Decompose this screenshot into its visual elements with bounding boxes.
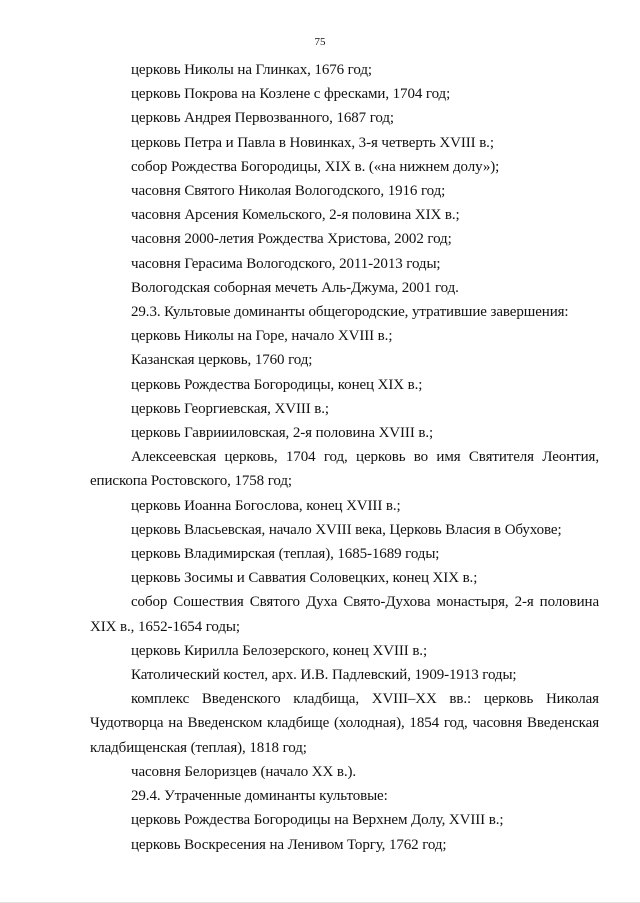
list-item: часовня Белоризцев (начало XX в.). [131,763,357,780]
list-item: Алексеевская церковь, 1704 год, церковь во имя Святителя Леонтия, епископа Ростовского, 1758 год; [90,449,599,490]
list-item: церковь Владимирская (теплая), 1685-1689 годы; [131,546,440,563]
section-heading-29-4: 29.4. Утраченные доминанты культовые: [131,788,388,805]
list-item: Вологодская соборная мечеть Аль-Джума, 2001 год. [131,279,459,296]
list-item: церковь Покрова на Козлене с фресками, 1704 год; [131,86,451,103]
list-item: церковь Георгиевская, XVIII в.; [131,400,329,417]
list-item: церковь Кирилла Белозерского, конец XVIII в.; [131,642,428,659]
list-item: церковь Иоанна Богослова, конец XVIII в.; [131,497,401,514]
list-item: церковь Гавриииловская, 2-я половина XVIII в.; [131,425,434,442]
section-heading-29-3: 29.3. Культовые доминанты общегородские, утратившие завершения: [131,304,569,321]
list-item: церковь Андрея Первозванного, 1687 год; [131,110,394,127]
list-item: церковь Петра и Павла в Новинках, 3-я четверть XVIII в.; [131,134,494,151]
list-item: церковь Рождества Богородицы на Верхнем Долу, XVIII в.; [131,812,504,829]
list-item: Католический костел, арх. И.В. Падлевский, 1909-1913 годы; [131,667,517,684]
list-item: Казанская церковь, 1760 год; [131,352,313,369]
document-body [90,58,599,857]
list-item: комплекс Введенского кладбища, XVIII–XX вв.: церковь Николая Чудотворца на Введенском кладбище (холодная), 1854 год, часовня Введенская кладбищенская (теплая), 1818 год; [90,691,599,756]
list-item: церковь Власьевская, начало XVIII века, Церковь Власия в Обухове; [131,521,562,538]
list-item: церковь Рождества Богородицы, конец XIX в.; [131,376,423,393]
list-item: церковь Зосимы и Савватия Соловецких, конец XIX в.; [131,570,478,587]
list-item: церковь Николы на Горе, начало XVIII в.; [131,328,393,345]
list-item: собор Сошествия Святого Духа Свято-Духова монастыря, 2-я половина XIX в., 1652-1654 годы; [90,594,599,635]
list-item: церковь Николы на Глинках, 1676 год; [131,62,372,78]
list-item: собор Рождества Богородицы, XIX в. («на нижнем долу»); [131,158,500,175]
list-item: часовня Герасима Вологодского, 2011-2013 годы; [131,255,441,272]
list-item: часовня Святого Николая Вологодского, 1916 год; [131,183,446,200]
page-number: 75 [314,36,326,48]
list-item: часовня 2000-летия Рождества Христова, 2002 год; [131,231,452,248]
list-item: часовня Арсения Комельского, 2-я половина XIX в.; [131,207,460,224]
list-item: церковь Воскресения на Ленивом Торгу, 1762 год; [131,836,447,853]
